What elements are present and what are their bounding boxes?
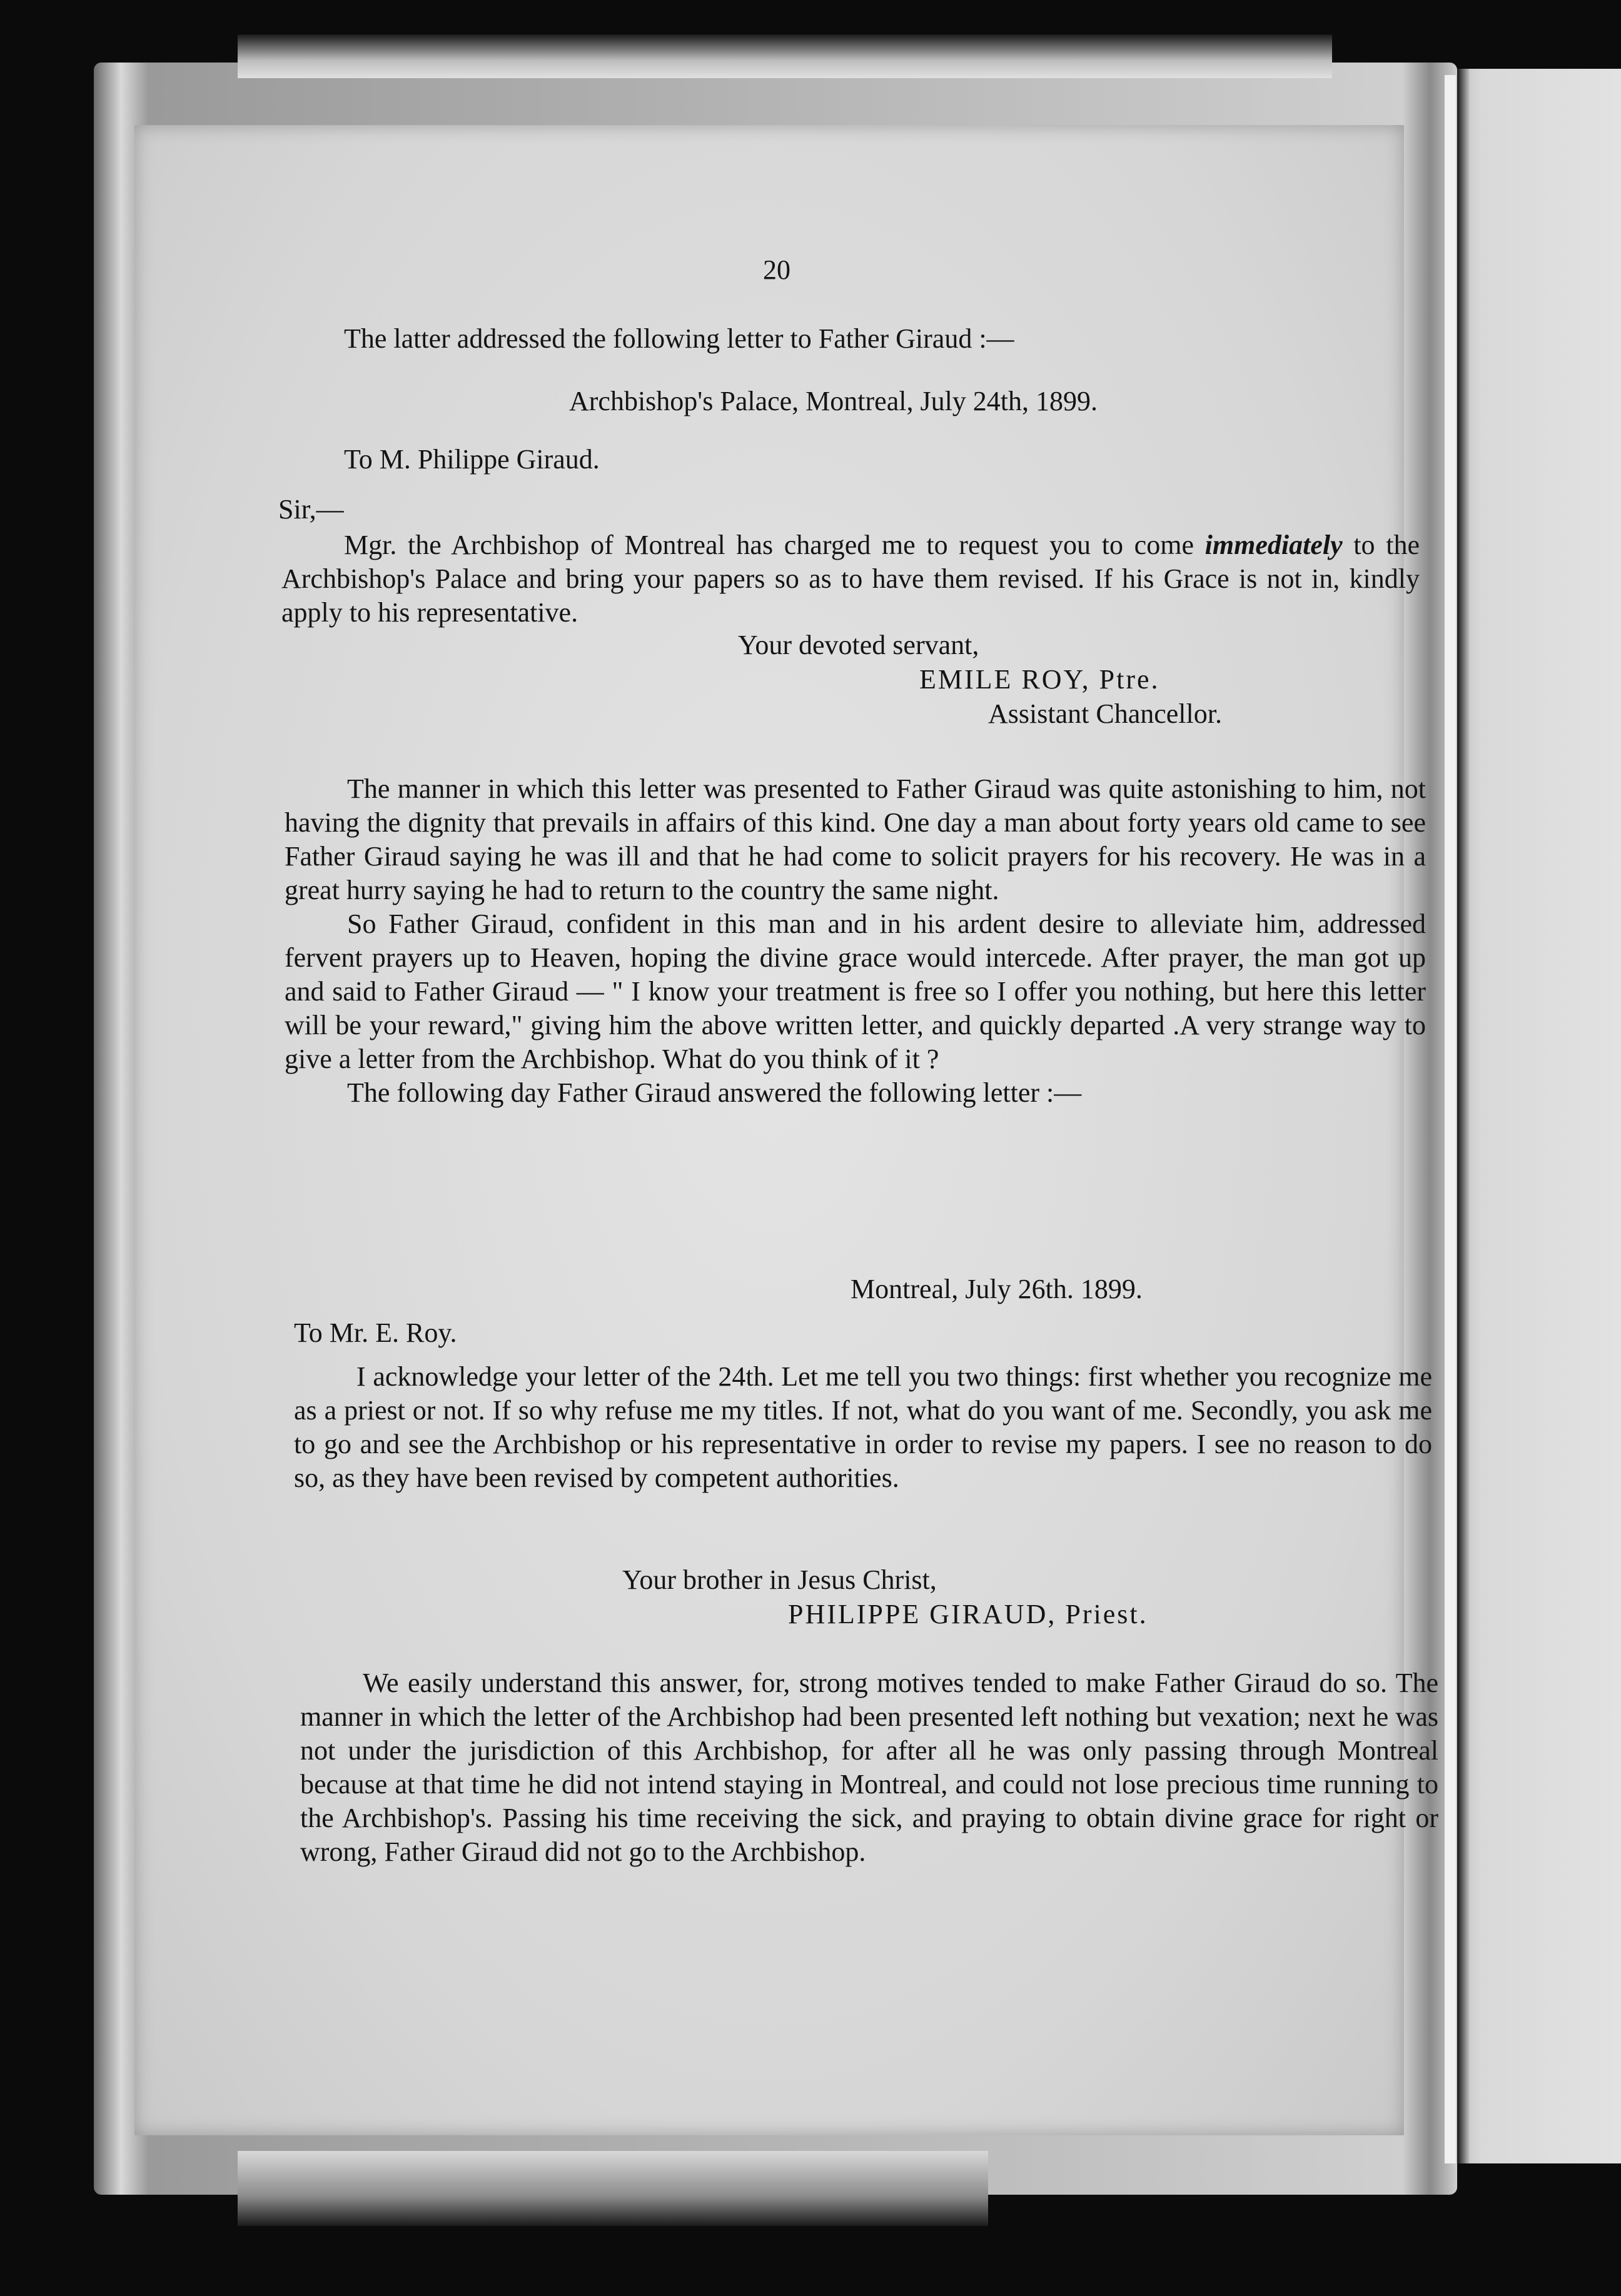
letter2-addressee: To Mr. E. Roy. [294,1317,457,1348]
narrative-paragraph: The following day Father Giraud answered the following letter :— [347,1077,1082,1108]
narrative-paragraph: The manner in which this letter was presented to Father Giraud was quite astonishing to him, not having the dignity that prevails in affairs of this kind. One day a man about forty years old came to see Father Giraud saying he was ill and that he had come to solicit prayers for his recovery. He was in a great hurry saying he had to return to the country the same night. [285,773,1426,905]
narrative-paragraph: So Father Giraud, confident in this man and in his ardent desire to alleviate him, addressed fervent prayers up to Heaven, hoping the divine grace would intercede. After prayer, the man got up and said to Father Giraud — " I know your treatment is free so I offer you nothing, but here this letter will be your reward," giving him the above written letter, and quickly departed .A very strange way to give a letter from the Archbishop. What do you think of it ? [285,909,1426,1074]
page-number: 20 [763,254,790,285]
narrative [285,772,1426,1110]
letter2-place-date: Montreal, July 26th. 1899. [851,1274,1143,1304]
letter1-place-date: Archbishop's Palace, Montreal, July 24th, 1899. [569,386,1098,416]
letter1-body-before: Mgr. the Archbishop of Montreal has charged me to request you to come [344,530,1205,560]
letter1-salutation: Sir,— [278,494,344,525]
letter1-signature: EMILE ROY, Ptre. [919,664,1160,695]
letter1-closing: Your devoted servant, [738,630,979,660]
letter2-closing: Your brother in Jesus Christ, [622,1564,937,1595]
letter2-signature: PHILIPPE GIRAUD, Priest. [788,1599,1148,1629]
conclusion-paragraph: We easily understand this answer, for, strong motives tended to make Father Giraud do so. The manner in which the letter of the Archbishop had been presented left nothing but vexation; next he was not under the jurisdiction of this Archbishop, for after all he was only passing through Montreal because at that time he did not intend staying in Montreal, and could not lose precious time running to the Archbishop's. Passing his time receiving the sick, and praying to obtain divine grace for right or wrong, Father Giraud did not go to the Archbishop. [300,1668,1438,1867]
intro-line: The latter addressed the following letter to Father Giraud :— [344,323,1014,354]
letter2-body [294,1360,1432,1495]
sleeve-bottom-edge [238,2151,988,2226]
letter1-body [281,528,1420,630]
sleeve-top-edge [238,34,1332,78]
document-page [134,125,1438,2135]
adjacent-page-edge [1457,69,1621,2163]
letter2-body-text: I acknowledge your letter of the 24th. Let me tell you two things: first whether you recognize me as a priest or not. If so why refuse me my titles. If not, what do you want of me. Secondly, you ask me to go and see the Archbishop or his representative in order to revise my papers. I see no reason to do so, as they have been revised by competent authorities. [294,1361,1432,1493]
conclusion [300,1666,1438,1869]
letter1-title: Assistant Chancellor. [988,698,1222,729]
letter1-addressee: To M. Philippe Giraud. [344,444,600,475]
letter1-body-after: to the Archbishop's Palace and bring your papers so as to have them revised. If his Grace is not in, kindly apply to his representative. [281,530,1420,628]
letter1-body-emphasis: immediately [1204,530,1343,560]
sleeve-right-border [1445,75,1456,2163]
